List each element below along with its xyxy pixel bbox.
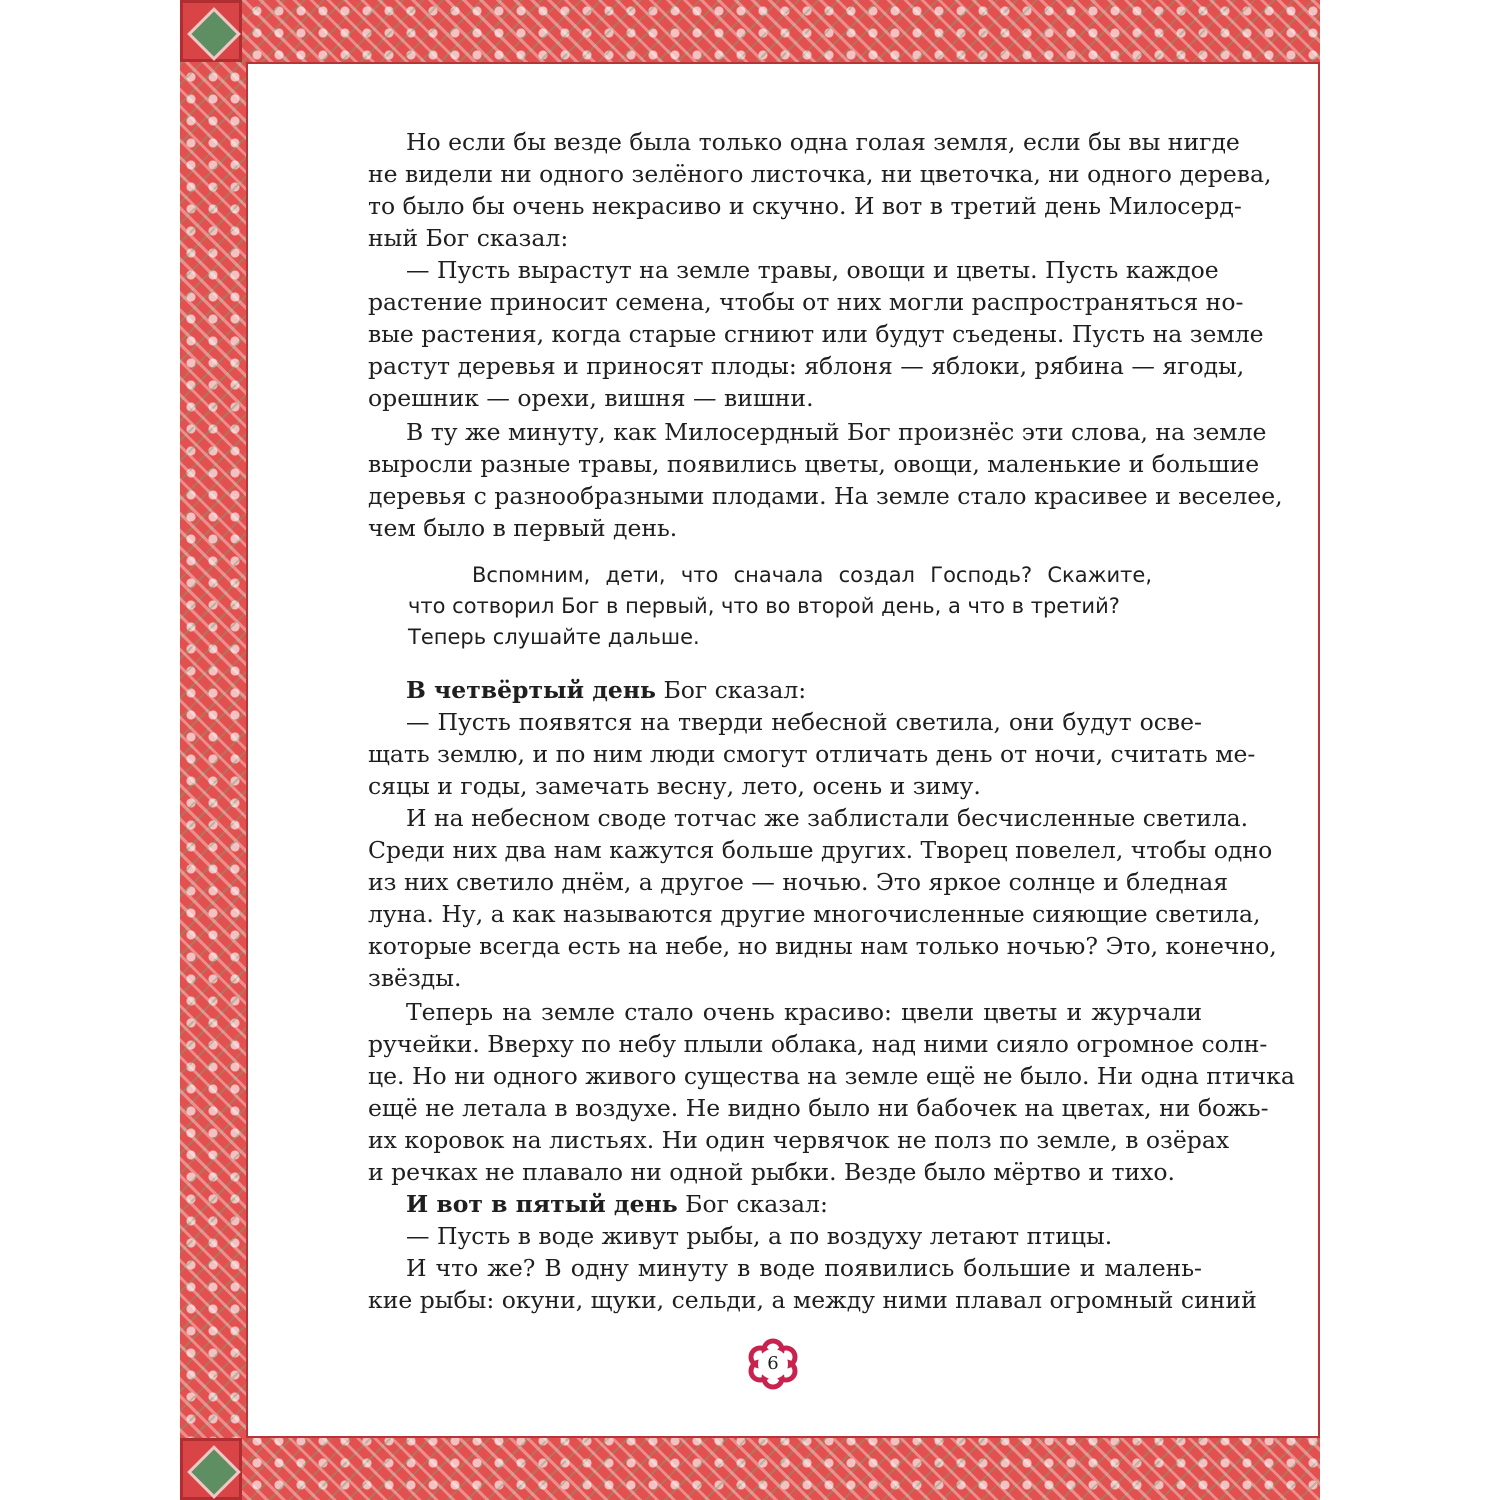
text-line: Среди них два нам кажутся больше других. Творец повелел, чтобы одно: [368, 836, 1273, 864]
day4-rest: Бог сказал:: [655, 676, 807, 704]
text-line: которые всегда есть на небе, но видны нам только ночью? Это, конечно,: [368, 932, 1277, 960]
day4-heading: [406, 676, 1202, 704]
day4-bold: В четвёртый день: [406, 676, 656, 704]
day5-rest: Бог сказал:: [677, 1190, 828, 1218]
text-line: звёзды.: [368, 964, 462, 992]
text-line: растут деревья и приносят плоды: яблоня — яблоки, рябина — ягоды,: [368, 352, 1245, 380]
text-line: кие рыбы: окуни, щуки, сельди, а между ними плавал огромный синий: [368, 1286, 1257, 1314]
text-line: ручейки. Вверху по небу плыли облака, над ними сияло огромное солн-: [368, 1030, 1268, 1058]
question-line: Теперь слушайте дальше.: [408, 625, 700, 649]
text-line: це. Но ни одного живого существа на земле ещё не было. Ни одна птичка: [368, 1062, 1295, 1090]
text-line: — Пусть появятся на тверди небесной светила, они будут осве-: [406, 708, 1202, 736]
border-corner-ornament: [180, 0, 242, 62]
text-line: орешник — орехи, вишня — вишни.: [368, 384, 814, 412]
day5-heading: [406, 1190, 1202, 1218]
question-line: что сотворил Бог в первый, что во второй день, а что в третий?: [408, 594, 1120, 618]
text-line: их коровок на листьях. Ни один червячок не полз по земле, в озёрах: [368, 1126, 1230, 1154]
text-line: В ту же минуту, как Милосердный Бог произнёс эти слова, на земле: [406, 418, 1267, 446]
page-number: 6: [767, 1353, 779, 1374]
text-line: вые растения, когда старые сгниют или будут съедены. Пусть на земле: [368, 320, 1264, 348]
text-line: из них светило днём, а другое — ночью. Это яркое солнце и бледная: [368, 868, 1229, 896]
text-line: луна. Ну, а как называются другие многочисленные сияющие светила,: [368, 900, 1261, 928]
text-line: и речках не плавало ни одной рыбки. Везде было мёртво и тихо.: [368, 1158, 1175, 1186]
text-line: И что же? В одну минуту в воде появились большие и малень-: [406, 1254, 1202, 1282]
text-line: Теперь на земле стало очень красиво: цвели цветы и журчали: [406, 998, 1202, 1026]
text-line: Но если бы везде была только одна голая земля, если бы вы нигде: [406, 128, 1240, 156]
border-corner-ornament: [180, 1438, 242, 1500]
text-line: — Пусть в воде живут рыбы, а по воздуху летают птицы.: [406, 1222, 1113, 1250]
text-line: ещё не летала в воздухе. Не видно было ни бабочек на цветах, ни божь-: [368, 1094, 1269, 1122]
text-line: растение приносит семена, чтобы от них могли распространяться но-: [368, 288, 1244, 316]
text-line: то было бы очень некрасиво и скучно. И вот в третий день Милосерд-: [368, 192, 1242, 220]
text-line: выросли разные травы, появились цветы, овощи, маленькие и большие: [368, 450, 1260, 478]
text-line: ный Бог сказал:: [368, 224, 569, 252]
text-line: деревья с разнообразными плодами. На земле стало красивее и веселее,: [368, 482, 1283, 510]
text-line: И на небесном своде тотчас же заблистали бесчисленные светила.: [406, 804, 1249, 832]
day5-bold: И вот в пятый день: [406, 1190, 678, 1218]
text-line: — Пусть вырастут на земле травы, овощи и цветы. Пусть каждое: [406, 256, 1219, 284]
question-line: Вспомним, дети, что сначала создал Господь? Скажите,: [472, 563, 1152, 587]
text-line: сяцы и годы, замечать весну, лето, осень и зиму.: [368, 772, 981, 800]
text-line: щать землю, и по ним люди смогут отличать день от ночи, считать ме-: [368, 740, 1256, 768]
page-number-badge: [745, 1336, 801, 1392]
text-line: чем было в первый день.: [368, 514, 678, 542]
text-line: не видели ни одного зелёного листочка, ни цветочка, ни одного дерева,: [368, 160, 1272, 188]
